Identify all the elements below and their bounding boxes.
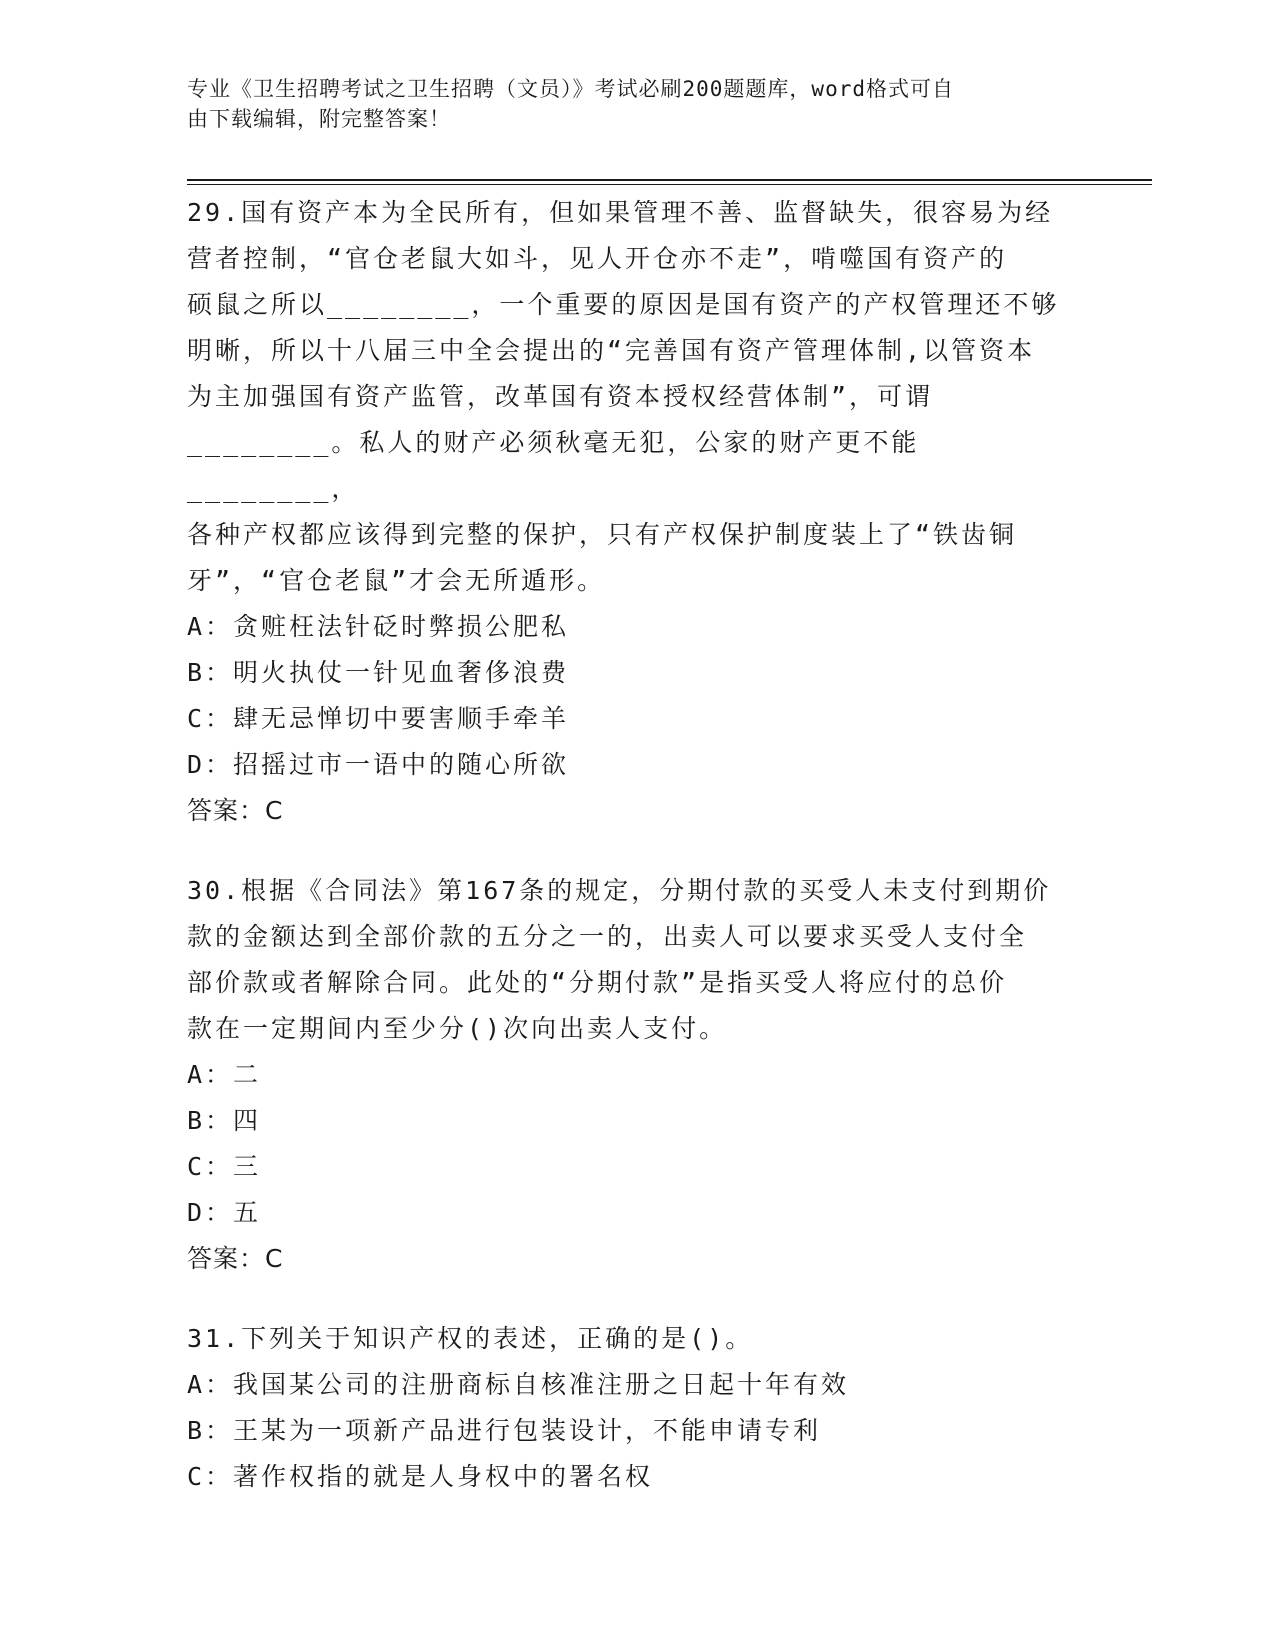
option-c: C：肆无忌惮切中要害顺手牵羊 xyxy=(187,704,570,733)
question-stem: 30.根据《合同法》第167条的规定，分期付款的买受人未支付到期价 款的金额达到全部价款的五分之一的，出卖人可以要求买受人支付全 部价款或者解除合同。此处的“分期付款”是指买受人将应付的总价 款在一定期间内至少分()次向出卖人支付。 xyxy=(187,876,1052,1043)
header-line-2: 由下载编辑，附完整答案！ xyxy=(187,107,451,131)
option-c: C：著作权指的就是人身权中的署名权 xyxy=(187,1462,654,1491)
answer-label: 答案：C xyxy=(187,1244,284,1273)
option-b: B：四 xyxy=(187,1106,262,1135)
question-stem: 29.国有资产本为全民所有，但如果管理不善、监督缺失，很容易为经 营者控制，“官仓老鼠大如斗，见人开仓亦不走”，啃噬国有资产的 硕鼠之所以________，一个重要的原因是国有资产的产权管理还不够 明晰，所以十八届三中全会提出的“完善国有资产管理体制,以管资本 为主加强国有资产监管，改革国有资本授权经营体制”，可谓 ________。私人的财产必须秋毫无犯，公家的财产更不能________， 各种产权都应该得到完整的保护，只有产权保护制度装上了“铁齿铜 牙”，“官仓老鼠”才会无所遁形。 xyxy=(187,198,1060,595)
header-divider-thick xyxy=(187,179,1152,181)
option-a: A：我国某公司的注册商标自核准注册之日起十年有效 xyxy=(187,1370,850,1399)
header-divider-thin xyxy=(187,184,1152,185)
option-c: C：三 xyxy=(187,1152,262,1181)
option-a: A：贪赃枉法针砭时弊损公肥私 xyxy=(187,612,570,641)
header-line-1: 专业《卫生招聘考试之卫生招聘（文员）》考试必刷200题题库，word格式可自 xyxy=(187,77,954,101)
option-d: D：五 xyxy=(187,1198,262,1227)
option-a: A：二 xyxy=(187,1060,262,1089)
document-header xyxy=(187,74,1067,134)
answer-label: 答案：C xyxy=(187,796,284,825)
question-list xyxy=(187,190,1087,1534)
question-29 xyxy=(187,190,1087,834)
question-30 xyxy=(187,868,1087,1282)
question-31 xyxy=(187,1316,1087,1500)
option-b: B：明火执仗一针见血奢侈浪费 xyxy=(187,658,570,687)
question-stem: 31.下列关于知识产权的表述，正确的是()。 xyxy=(187,1324,754,1353)
option-b: B：王某为一项新产品进行包装设计，不能申请专利 xyxy=(187,1416,822,1445)
option-d: D：招摇过市一语中的随心所欲 xyxy=(187,750,570,779)
